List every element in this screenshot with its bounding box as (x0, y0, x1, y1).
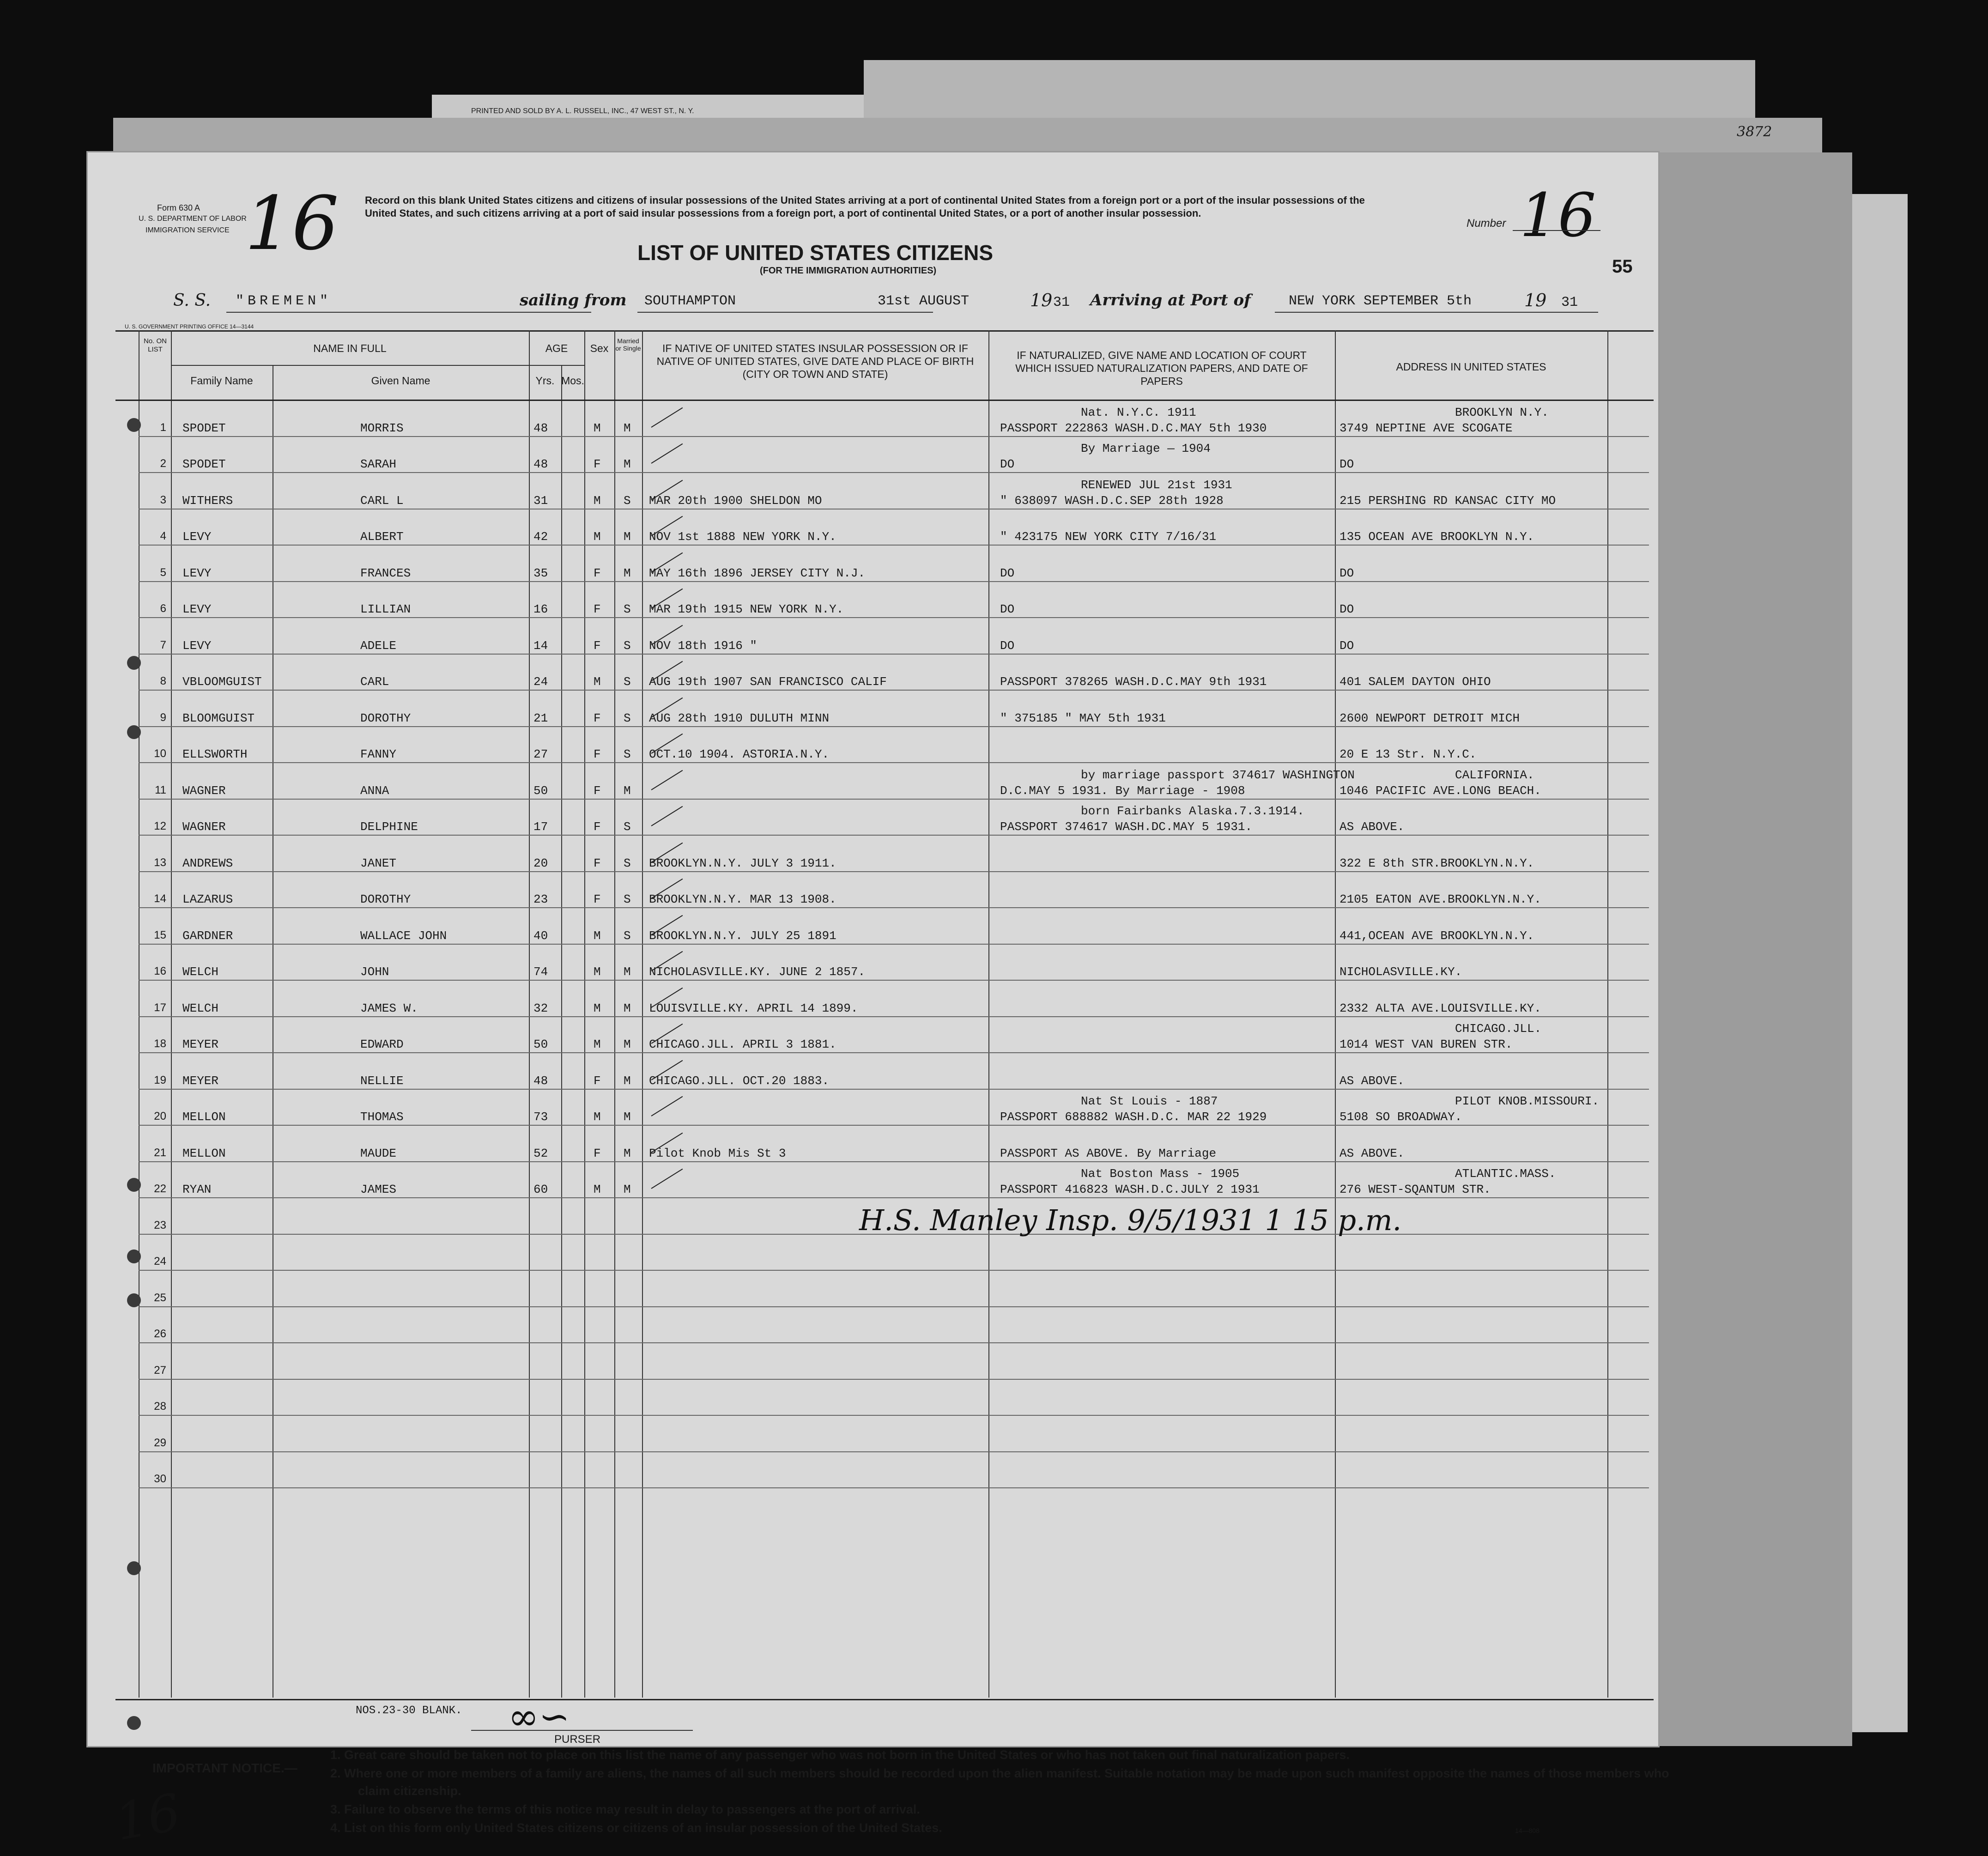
row-rule (139, 472, 1649, 473)
corner-number: 3872 (1737, 124, 1772, 140)
sex: F (594, 1074, 601, 1088)
header-given-name: Given Name (371, 375, 430, 387)
address: 3749 NEPTINE AVE SCOGATE (1339, 421, 1513, 435)
arrival-year-suffix: 31 (1561, 295, 1578, 310)
row-number: 24 (154, 1255, 166, 1268)
row-rule (139, 762, 1649, 763)
sex: M (594, 675, 601, 689)
address: 215 PERSHING RD KANSAC CITY MO (1339, 493, 1556, 508)
row-rule (139, 980, 1649, 981)
number-label: Number (1467, 217, 1506, 230)
age: 48 (533, 1074, 548, 1088)
age: 40 (533, 928, 548, 943)
family-name: MELLON (182, 1110, 226, 1124)
family-name: WAGNER (182, 783, 226, 798)
age: 21 (533, 711, 548, 725)
birth-info: MAY 16th 1896 JERSEY CITY N.J. (649, 566, 866, 580)
given-name: JOHN (360, 965, 389, 979)
row-number: 16 (154, 965, 166, 977)
row-number: 1 (160, 421, 166, 434)
naturalization: " 423175 NEW YORK CITY 7/16/31 (1000, 530, 1217, 544)
header-sex: Sex (590, 342, 609, 354)
family-name: MEYER (182, 1037, 219, 1051)
birth-info: MAR 19th 1915 NEW YORK N.Y. (649, 602, 844, 616)
family-name: LEVY (182, 530, 212, 544)
row-number: 26 (154, 1328, 166, 1340)
marital-status: M (624, 1074, 631, 1088)
address: 135 OCEAN AVE BROOKLYN N.Y. (1339, 530, 1534, 544)
naturalization-note: Nat St Louis - 1887 (1081, 1094, 1218, 1108)
punch-hole (127, 1561, 141, 1575)
age: 31 (533, 493, 548, 508)
manifest-sheet (88, 152, 1669, 1852)
address: 441,OCEAN AVE BROOKLYN.N.Y. (1339, 928, 1534, 943)
row-number: 6 (160, 602, 166, 615)
row-number: 14 (154, 892, 166, 905)
naturalization: PASSPORT AS ABOVE. By Marriage (1000, 1146, 1217, 1160)
address: 5108 SO BROADWAY. (1339, 1110, 1462, 1124)
marital-status: M (624, 1110, 631, 1124)
row-rule (139, 1052, 1649, 1053)
marital-status: M (624, 421, 631, 435)
marital-status: S (624, 820, 631, 834)
given-name: MORRIS (360, 421, 404, 435)
naturalization: PASSPORT 222863 WASH.D.C.MAY 5th 1930 (1000, 421, 1267, 435)
address: AS ABOVE. (1339, 1074, 1405, 1088)
birth-info: BROOKLYN.N.Y. JULY 25 1891 (649, 928, 836, 943)
arrival-port: NEW YORK SEPTEMBER 5th (1289, 293, 1472, 309)
page-title: LIST OF UNITED STATES CITIZENS (637, 241, 994, 265)
sex: M (594, 421, 601, 435)
notice-list (330, 1746, 1693, 1838)
sex: M (594, 1110, 601, 1124)
address-note: CHICAGO.JLL. (1455, 1022, 1542, 1036)
row-rule (139, 726, 1649, 727)
marital-status: M (624, 1037, 631, 1051)
header-birth: IF NATIVE OF UNITED STATES INSULAR POSSESSION OR IF NATIVE OF UNITED STATES, GIVE DATE AND PLACE OF BIRTH (CITY OR TOWN AND STATE) (656, 342, 974, 380)
marital-status: M (624, 566, 631, 580)
punch-hole (127, 1716, 141, 1730)
family-name: SPODET (182, 457, 226, 471)
marital-status: M (624, 1183, 631, 1196)
birth-info: BROOKLYN.N.Y. MAR 13 1908. (649, 892, 836, 906)
row-rule (139, 617, 1649, 618)
marital-status: S (624, 856, 631, 870)
punch-hole (127, 1293, 141, 1307)
given-name: LILLIAN (360, 602, 411, 616)
row-rule (139, 545, 1649, 546)
family-name: VBLOOMGUIST (182, 675, 262, 689)
birth-info: AUG 19th 1907 SAN FRANCISCO CALIF (649, 675, 887, 689)
page-number: 55 (1612, 256, 1633, 277)
age: 60 (533, 1183, 548, 1196)
row-number: 29 (154, 1436, 166, 1449)
family-name: LEVY (182, 566, 212, 580)
naturalization-note: By Marriage — 1904 (1081, 442, 1211, 455)
marital-status: M (624, 1146, 631, 1160)
sex: F (594, 783, 601, 798)
row-number: 8 (160, 675, 166, 687)
age: 50 (533, 783, 548, 798)
naturalization: " 375185 " MAY 5th 1931 (1000, 711, 1166, 725)
sailing-year-suffix: 31 (1053, 295, 1070, 310)
given-name: MAUDE (360, 1146, 397, 1160)
naturalization: PASSPORT 374617 WASH.DC.MAY 5 1931. (1000, 820, 1253, 834)
row-number: 10 (154, 747, 166, 760)
sex: M (594, 1001, 601, 1015)
handwritten-form-number: 16 (245, 180, 339, 267)
row-number: 3 (160, 493, 166, 506)
punch-hole (127, 1249, 141, 1263)
address-note: PILOT KNOB.MISSOURI. (1455, 1094, 1600, 1108)
age: 23 (533, 892, 548, 906)
sex: M (594, 530, 601, 544)
birth-info: CHICAGO.JLL. OCT.20 1883. (649, 1074, 830, 1088)
row-rule (139, 1415, 1649, 1416)
row-rule (139, 907, 1649, 908)
row-number: 19 (154, 1074, 166, 1086)
given-name: CARL L (360, 493, 404, 508)
row-rule (139, 581, 1649, 582)
sailing-year-prefix: 19 (1030, 290, 1053, 310)
naturalization: DO (1000, 602, 1015, 616)
address: 401 SALEM DAYTON OHIO (1339, 675, 1491, 689)
marital-status: M (624, 783, 631, 798)
age: 50 (533, 1037, 548, 1051)
inspector-signature: H.S. Manley Insp. 9/5/1931 1 15 p.m. (859, 1203, 1402, 1237)
row-rule (139, 654, 1649, 655)
naturalization-note: born Fairbanks Alaska.7.3.1914. (1081, 804, 1304, 818)
row-rule (139, 436, 1649, 437)
header-name-in-full: NAME IN FULL (313, 342, 387, 354)
family-name: MEYER (182, 1074, 219, 1088)
birth-info: BROOKLYN.N.Y. JULY 3 1911. (649, 856, 836, 870)
header-age: AGE (545, 342, 568, 354)
marital-status: S (624, 675, 631, 689)
marital-status: S (624, 928, 631, 943)
sex: M (594, 965, 601, 979)
birth-info: LOUISVILLE.KY. APRIL 14 1899. (649, 1001, 858, 1015)
punch-hole (127, 656, 141, 670)
address: 1014 WEST VAN BUREN STR. (1339, 1037, 1513, 1051)
address: DO (1339, 457, 1354, 471)
row-number: 17 (154, 1001, 166, 1014)
naturalization: DO (1000, 457, 1015, 471)
age: 35 (533, 566, 548, 580)
naturalization-note: by marriage passport 374617 WASHINGTON (1081, 768, 1355, 782)
sailing-from: SOUTHAMPTON (644, 293, 736, 309)
address: 276 WEST-SQANTUM STR. (1339, 1183, 1491, 1196)
naturalization: PASSPORT 688882 WASH.D.C. MAR 22 1929 (1000, 1110, 1267, 1124)
given-name: ADELE (360, 638, 397, 653)
address: 20 E 13 Str. N.Y.C. (1339, 747, 1477, 761)
naturalization: DO (1000, 566, 1015, 580)
address: 2600 NEWPORT DETROIT MICH (1339, 711, 1520, 725)
notice-item: 2. Where one or more members of a family are aliens, the names of all such members should be recorded upon the alien manifest. Suitable notation may be made upon such manifest opposite the names of those members who claim citizenship. (330, 1766, 1669, 1798)
header-family-name: Family Name (190, 375, 253, 387)
arriving-label: Arriving at Port of (1090, 291, 1251, 309)
row-rule (139, 1306, 1649, 1307)
family-name: WAGNER (182, 820, 226, 834)
notice-item: 3. Failure to observe the terms of this notice may result in delay to passengers at the port of arrival. (330, 1802, 920, 1816)
age: 32 (533, 1001, 548, 1015)
address: 1046 PACIFIC AVE.LONG BEACH. (1339, 783, 1541, 798)
row-rule (139, 799, 1649, 800)
row-number: 25 (154, 1291, 166, 1304)
address-note: BROOKLYN N.Y. (1455, 405, 1549, 419)
address: 2332 ALTA AVE.LOUISVILLE.KY. (1339, 1001, 1541, 1015)
given-name: ALBERT (360, 530, 404, 544)
sex: M (594, 1037, 601, 1051)
family-name: LEVY (182, 638, 212, 653)
marital-status: S (624, 747, 631, 761)
row-number: 7 (160, 638, 166, 651)
address: DO (1339, 566, 1354, 580)
row-rule (139, 1379, 1649, 1380)
age: 42 (533, 530, 548, 544)
birth-info: Pilot Knob Mis St 3 (649, 1146, 786, 1160)
notice-item: 4. List on this form only United States citizens or citizens of an insular possession of the United States. (330, 1821, 942, 1835)
given-name: CARL (360, 675, 389, 689)
row-number: 22 (154, 1183, 166, 1195)
naturalization: " 638097 WASH.D.C.SEP 28th 1928 (1000, 493, 1224, 508)
sailing-date: 31st AUGUST (878, 293, 970, 309)
given-name: JAMES (360, 1183, 397, 1196)
given-name: DELPHINE (360, 820, 418, 834)
age: 52 (533, 1146, 548, 1160)
age: 27 (533, 747, 548, 761)
birth-info: NICHOLASVILLE.KY. JUNE 2 1857. (649, 965, 866, 979)
sex: F (594, 711, 601, 725)
address: 322 E 8th STR.BROOKLYN.N.Y. (1339, 856, 1534, 870)
header-yrs: Yrs. (535, 375, 555, 387)
family-name: MELLON (182, 1146, 226, 1160)
given-name: EDWARD (360, 1037, 404, 1051)
naturalization-note: Nat Boston Mass - 1905 (1081, 1167, 1240, 1181)
header-mos: Mos. (561, 375, 584, 387)
row-rule (139, 944, 1649, 945)
address-note: CALIFORNIA. (1455, 768, 1534, 782)
notice-item: 1. Great care should be taken not to place on this list the name of any passenger who was not born in the United States or who has not taken out final naturalization papers. (330, 1748, 1350, 1762)
sex: F (594, 892, 601, 906)
sex: M (594, 493, 601, 508)
row-rule (139, 1016, 1649, 1017)
marital-status: M (624, 1001, 631, 1015)
birth-info: CHICAGO.JLL. APRIL 3 1881. (649, 1037, 836, 1051)
marital-status: M (624, 965, 631, 979)
printing-office: U. S. GOVERNMENT PRINTING OFFICE 14—3144 (125, 323, 254, 330)
naturalization-note: Nat. N.Y.C. 1911 (1081, 405, 1196, 419)
sex: F (594, 1146, 601, 1160)
given-name: WALLACE JOHN (360, 928, 447, 943)
marital-status: S (624, 638, 631, 653)
purser-label: PURSER (554, 1733, 601, 1746)
punch-hole (127, 1178, 141, 1192)
family-name: WELCH (182, 1001, 219, 1015)
family-name: SPODET (182, 421, 226, 435)
family-name: ELLSWORTH (182, 747, 248, 761)
given-name: DOROTHY (360, 892, 411, 906)
age: 16 (533, 602, 548, 616)
family-name: ANDREWS (182, 856, 233, 870)
printer-stamp: PRINTED AND SOLD BY A. L. RUSSELL, INC., 47 WEST ST., N. Y. (471, 107, 694, 115)
punch-hole (127, 418, 141, 432)
sex: F (594, 747, 601, 761)
row-number: 21 (154, 1146, 166, 1159)
age: 20 (533, 856, 548, 870)
header-address: ADDRESS IN UNITED STATES (1396, 361, 1546, 373)
address: DO (1339, 602, 1354, 616)
punch-hole (127, 725, 141, 739)
row-number: 12 (154, 820, 166, 832)
family-name: RYAN (182, 1183, 212, 1196)
row-rule (139, 1342, 1649, 1343)
row-number: 11 (155, 783, 166, 796)
row-rule (139, 1125, 1649, 1126)
given-name: SARAH (360, 457, 397, 471)
naturalization: DO (1000, 638, 1015, 653)
row-number: 27 (154, 1364, 166, 1377)
sex: F (594, 820, 601, 834)
sex: F (594, 602, 601, 616)
row-number: 23 (154, 1219, 166, 1231)
naturalization-note: RENEWED JUL 21st 1931 (1081, 478, 1232, 492)
given-name: DOROTHY (360, 711, 411, 725)
form-id: Form 630 A (157, 203, 200, 212)
row-rule (139, 871, 1649, 872)
sex: F (594, 566, 601, 580)
family-name: WITHERS (182, 493, 233, 508)
sailing-label: sailing from (520, 291, 627, 309)
form-instructions: Record on this blank United States citizens and citizens of insular possessions of the United States arriving at a port of continental United States from a foreign port or a port of the insular possessions of the United States, and such citizens arriving at a port of said insular possessions from a foreign port, a port of continental United States, or a port of another insular possession. (365, 194, 1365, 219)
row-number: 15 (154, 928, 166, 941)
birth-info: NOV 1st 1888 NEW YORK N.Y. (649, 530, 836, 544)
row-number: 9 (160, 711, 166, 724)
age: 17 (533, 820, 548, 834)
row-number: 4 (160, 530, 166, 542)
purser-signature: ∞∽ (508, 1695, 570, 1738)
row-rule (139, 1270, 1649, 1271)
address: NICHOLASVILLE.KY. (1339, 965, 1462, 979)
sex: F (594, 638, 601, 653)
address: DO (1339, 638, 1354, 653)
sex: F (594, 856, 601, 870)
given-name: THOMAS (360, 1110, 404, 1124)
marital-status: M (624, 457, 631, 471)
family-name: LEVY (182, 602, 212, 616)
row-number: 2 (160, 457, 166, 470)
row-rule (139, 1487, 1649, 1488)
address: 2105 EATON AVE.BROOKLYN.N.Y. (1339, 892, 1541, 906)
row-number: 5 (160, 566, 166, 579)
row-rule (139, 1161, 1649, 1162)
row-number: 20 (154, 1110, 166, 1122)
family-name: GARDNER (182, 928, 233, 943)
header-naturalized: IF NATURALIZED, GIVE NAME AND LOCATION OF COURT WHICH ISSUED NATURALIZATION PAPERS, AND DATE OF PAPERS (1015, 349, 1308, 387)
row-rule (139, 835, 1649, 836)
sex: F (594, 457, 601, 471)
birth-info: AUG 28th 1910 DULUTH MINN (649, 711, 830, 725)
age: 73 (533, 1110, 548, 1124)
arrival-year-prefix: 19 (1524, 290, 1547, 310)
given-name: NELLIE (360, 1074, 404, 1088)
given-name: JAMES W. (360, 1001, 418, 1015)
naturalization: PASSPORT 416823 WASH.D.C.JULY 2 1931 (1000, 1183, 1260, 1196)
row-rule (139, 1197, 1649, 1198)
marital-status: S (624, 493, 631, 508)
notice-title: IMPORTANT NOTICE.— (152, 1761, 297, 1775)
form-dept: U. S. DEPARTMENT OF LABOR (139, 215, 247, 223)
form-code: 14—808 (1515, 1827, 1539, 1834)
header-no-on-list: No. ON LIST (143, 337, 167, 353)
birth-info: NOV 18th 1916 " (649, 638, 758, 653)
row-number: 18 (154, 1037, 166, 1050)
page-subtitle: (FOR THE IMMIGRATION AUTHORITIES) (760, 266, 937, 276)
margin-number: 16 (110, 1782, 185, 1852)
given-name: FRANCES (360, 566, 411, 580)
marital-status: S (624, 892, 631, 906)
age: 48 (533, 421, 548, 435)
header-married-single: Married or Single (615, 337, 641, 352)
age: 24 (533, 675, 548, 689)
sheet-edge (1658, 152, 1852, 1746)
address: AS ABOVE. (1339, 1146, 1405, 1160)
given-name: JANET (360, 856, 397, 870)
naturalization: PASSPORT 378265 WASH.D.C.MAY 9th 1931 (1000, 675, 1267, 689)
marital-status: S (624, 711, 631, 725)
given-name: ANNA (360, 783, 389, 798)
row-number: 13 (154, 856, 166, 869)
family-name: BLOOMGUIST (182, 711, 255, 725)
handwritten-number: 16 (1520, 180, 1596, 250)
row-number: 30 (154, 1473, 166, 1485)
sex: M (594, 928, 601, 943)
row-rule (139, 690, 1649, 691)
form-service: IMMIGRATION SERVICE (145, 226, 230, 234)
age: 48 (533, 457, 548, 471)
address: AS ABOVE. (1339, 820, 1405, 834)
birth-info: MAR 20th 1900 SHELDON MO (649, 493, 822, 508)
birth-info: OCT.10 1904. ASTORIA.N.Y. (649, 747, 830, 761)
address-note: ATLANTIC.MASS. (1455, 1167, 1556, 1181)
blank-rows-note: NOS.23-30 BLANK. (356, 1704, 462, 1717)
row-rule (139, 1089, 1649, 1090)
marital-status: M (624, 530, 631, 544)
given-name: FANNY (360, 747, 397, 761)
ss-label: S. S. (173, 291, 211, 310)
ship-name: "BREMEN" (236, 293, 332, 309)
sex: M (594, 1183, 601, 1196)
naturalization: D.C.MAY 5 1931. By Marriage - 1908 (1000, 783, 1245, 798)
age: 14 (533, 638, 548, 653)
family-name: LAZARUS (182, 892, 233, 906)
family-name: WELCH (182, 965, 219, 979)
row-number: 28 (154, 1400, 166, 1413)
age: 74 (533, 965, 548, 979)
row-rule (139, 1451, 1649, 1452)
marital-status: S (624, 602, 631, 616)
